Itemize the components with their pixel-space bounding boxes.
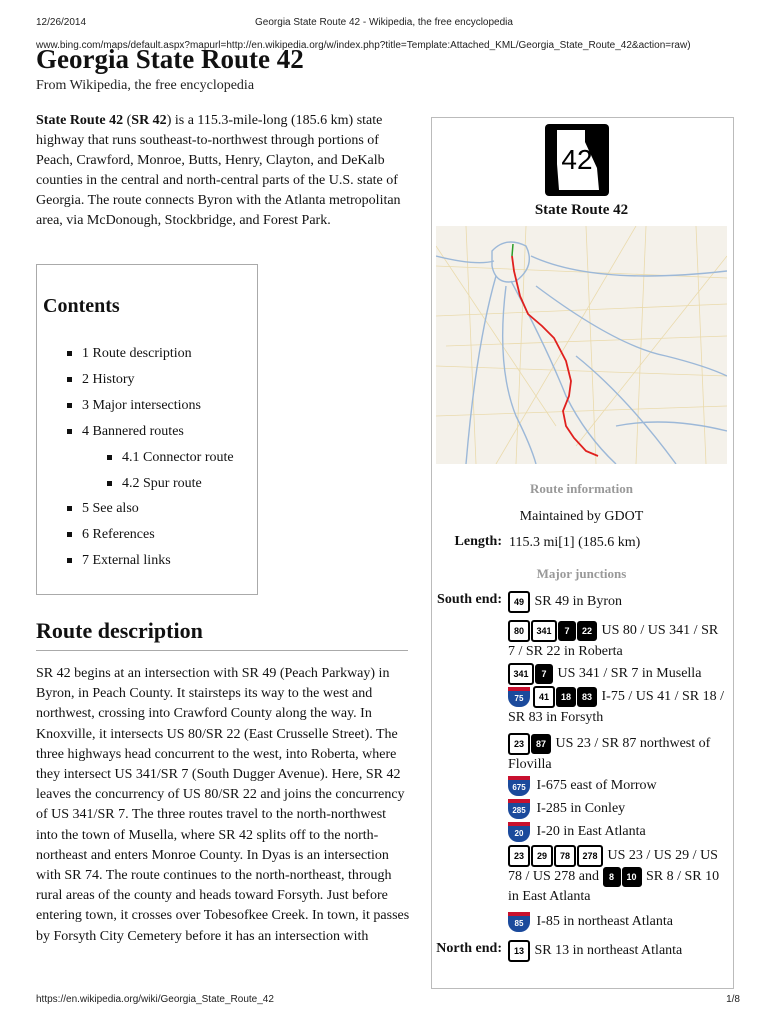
route-information-heading: Route information: [530, 481, 633, 496]
print-footer-url: https://en.wikipedia.org/wiki/Georgia_State_Route_42: [36, 994, 274, 1005]
junction-conley: 285 I-285 in Conley: [508, 799, 625, 819]
us-29-shield: 29: [531, 845, 553, 867]
toc-item-route-description[interactable]: 1 Route description: [67, 346, 192, 362]
junction-ne-atlanta-i85: 85 I-85 in northeast Atlanta: [508, 912, 673, 932]
section-divider: [36, 650, 408, 651]
lead-text: ) is a 115.3-mile-long (185.6 km) state highway that runs southeast-to-northwest through portions of Peach, Crawford, Monroe, Butts, Henry, Clayton, and DeKalb counties in the central and north-central parts of the U.S. state of Georgia. The route connects Byron with the Atlanta metropolitan area, via McDonough, Stockbridge, and Forest Park.: [36, 113, 401, 228]
page-title: Georgia State Route 42: [36, 44, 304, 74]
length-value: 115.3 mi[1] (185.6 km): [509, 535, 641, 550]
us-80-shield: 80: [508, 620, 530, 642]
length-label: Length:: [454, 534, 502, 549]
junction-north-end: 13 SR 13 in northeast Atlanta: [508, 940, 682, 962]
us-78-shield: 78: [554, 845, 576, 867]
toc-item-bannered-routes[interactable]: 4 Bannered routes: [67, 424, 184, 440]
us-23-shield: 23: [508, 845, 530, 867]
us-278-shield: 278: [577, 845, 603, 867]
route-map[interactable]: [436, 226, 727, 464]
map-url-line[interactable]: www.bing.com/maps/default.aspx?mapurl=http://en.wikipedia.org/w/index.php?title=Template:Attached_KML/Georgia_State_Route_42&action=raw): [36, 40, 691, 51]
route-42-line: [512, 256, 598, 456]
toc-box: [36, 264, 258, 595]
toc-item-see-also[interactable]: 5 See also: [67, 501, 139, 517]
lead-bold-name: State Route 42: [36, 113, 124, 128]
junction-south-end: 49 SR 49 in Byron: [508, 591, 622, 613]
us-341-shield: 341: [508, 663, 534, 685]
i-675-shield: 675: [508, 776, 530, 796]
sr-87-shield: 87: [531, 734, 551, 754]
i-85-shield: 85: [508, 912, 530, 932]
junction-roberta: 80 341 7 22 US 80 / US 341 / SR 7 / SR 22 in Roberta: [508, 620, 723, 662]
sr-22-shield: 22: [577, 621, 597, 641]
toc-title: Contents: [43, 295, 120, 317]
shield-number: 42: [561, 144, 593, 175]
sr-8-shield: 8: [603, 867, 621, 887]
north-end-label: North end:: [436, 941, 502, 956]
toc-item-spur-route[interactable]: 4.2 Spur route: [107, 476, 202, 492]
sr-18-shield: 18: [556, 687, 576, 707]
us-41-shield: 41: [533, 686, 555, 708]
print-date: 12/26/2014: [36, 17, 87, 28]
sr-7-shield: 7: [558, 621, 576, 641]
toc-item-connector-route[interactable]: 4.1 Connector route: [107, 450, 234, 466]
route-42-shield: [545, 124, 609, 196]
toc-item-history[interactable]: 2 History: [67, 372, 135, 388]
i-75-shield: 75: [508, 687, 530, 707]
maintained-by: Maintained by GDOT: [519, 509, 644, 524]
sr-7-shield: 7: [535, 664, 553, 684]
route-description-text: SR 42 begins at an intersection with SR 49 (Peach Parkway) in Byron, in Peach County. It stairsteps its way to the west and northwest, crossing into Crawford County along the way. In Knoxville, it intersects US 80/SR 22 (East Crusselle Street). The three highways head concurrent to the west, into Roberta, where they intersect US 341/SR 7 (South Dugger Avenue). Here, SR 42 leaves the concurrency of US 80/SR 22 and joins the concurrency of US 341/SR 7. The three routes travel to the north-northwest into the town of Musella, where SR 42 splits off to the north-northeast and enters Monroe County. In Dyas is an intersection with SR 74. The route continues to the north-northeast, through rural areas of the county and heads toward Forsyth. Just before entering town, it crosses over Tobesofkee Creek. In town, it passes by Forsyth City Cemetery before it has an intersection with: [36, 666, 410, 944]
infobox-caption: State Route 42: [534, 202, 629, 218]
junction-east-atlanta-us: 23 29 78 278 US 23 / US 29 / US 78 / US 278 and 8 10 SR 8 / SR 10 in East Atlanta: [508, 845, 728, 907]
route-map-svg: [436, 226, 727, 464]
sr-10-shield: 10: [622, 867, 642, 887]
junction-musella: 341 7 US 341 / SR 7 in Musella: [508, 663, 701, 685]
junction-flovilla: 23 87 US 23 / SR 87 northwest of Flovilla: [508, 733, 728, 775]
major-junctions-heading: Major junctions: [536, 566, 627, 581]
sr-13-shield: 13: [508, 940, 530, 962]
toc-item-major-intersections[interactable]: 3 Major intersections: [67, 398, 201, 414]
print-page-number: 1/8: [726, 994, 740, 1005]
us-23-shield: 23: [508, 733, 530, 755]
sr-49-shield: 49: [508, 591, 530, 613]
connector-route-segment: [512, 244, 513, 256]
south-end-label: South end:: [437, 592, 502, 607]
junction-east-atlanta-i20: 20 I-20 in East Atlanta: [508, 822, 646, 842]
print-page-title: Georgia State Route 42 - Wikipedia, the free encyclopedia: [255, 17, 513, 28]
i-285-shield: 285: [508, 799, 530, 819]
lead-paragraph: [36, 111, 411, 231]
junction-forsyth: 75 41 18 83 I-75 / US 41 / SR 18 / SR 83 in Forsyth: [508, 686, 728, 728]
sr-83-shield: 83: [577, 687, 597, 707]
i-20-shield: 20: [508, 822, 530, 842]
lead-paren: (: [123, 113, 132, 128]
junction-morrow: 675 I-675 east of Morrow: [508, 776, 657, 796]
page-subtitle: From Wikipedia, the free encyclopedia: [36, 78, 255, 93]
toc-item-external-links[interactable]: 7 External links: [67, 553, 171, 569]
lead-bold-abbrev: SR 42: [131, 113, 167, 128]
us-341-shield: 341: [531, 620, 557, 642]
section-heading-route-description: Route description: [36, 618, 203, 643]
toc-item-references[interactable]: 6 References: [67, 527, 155, 543]
